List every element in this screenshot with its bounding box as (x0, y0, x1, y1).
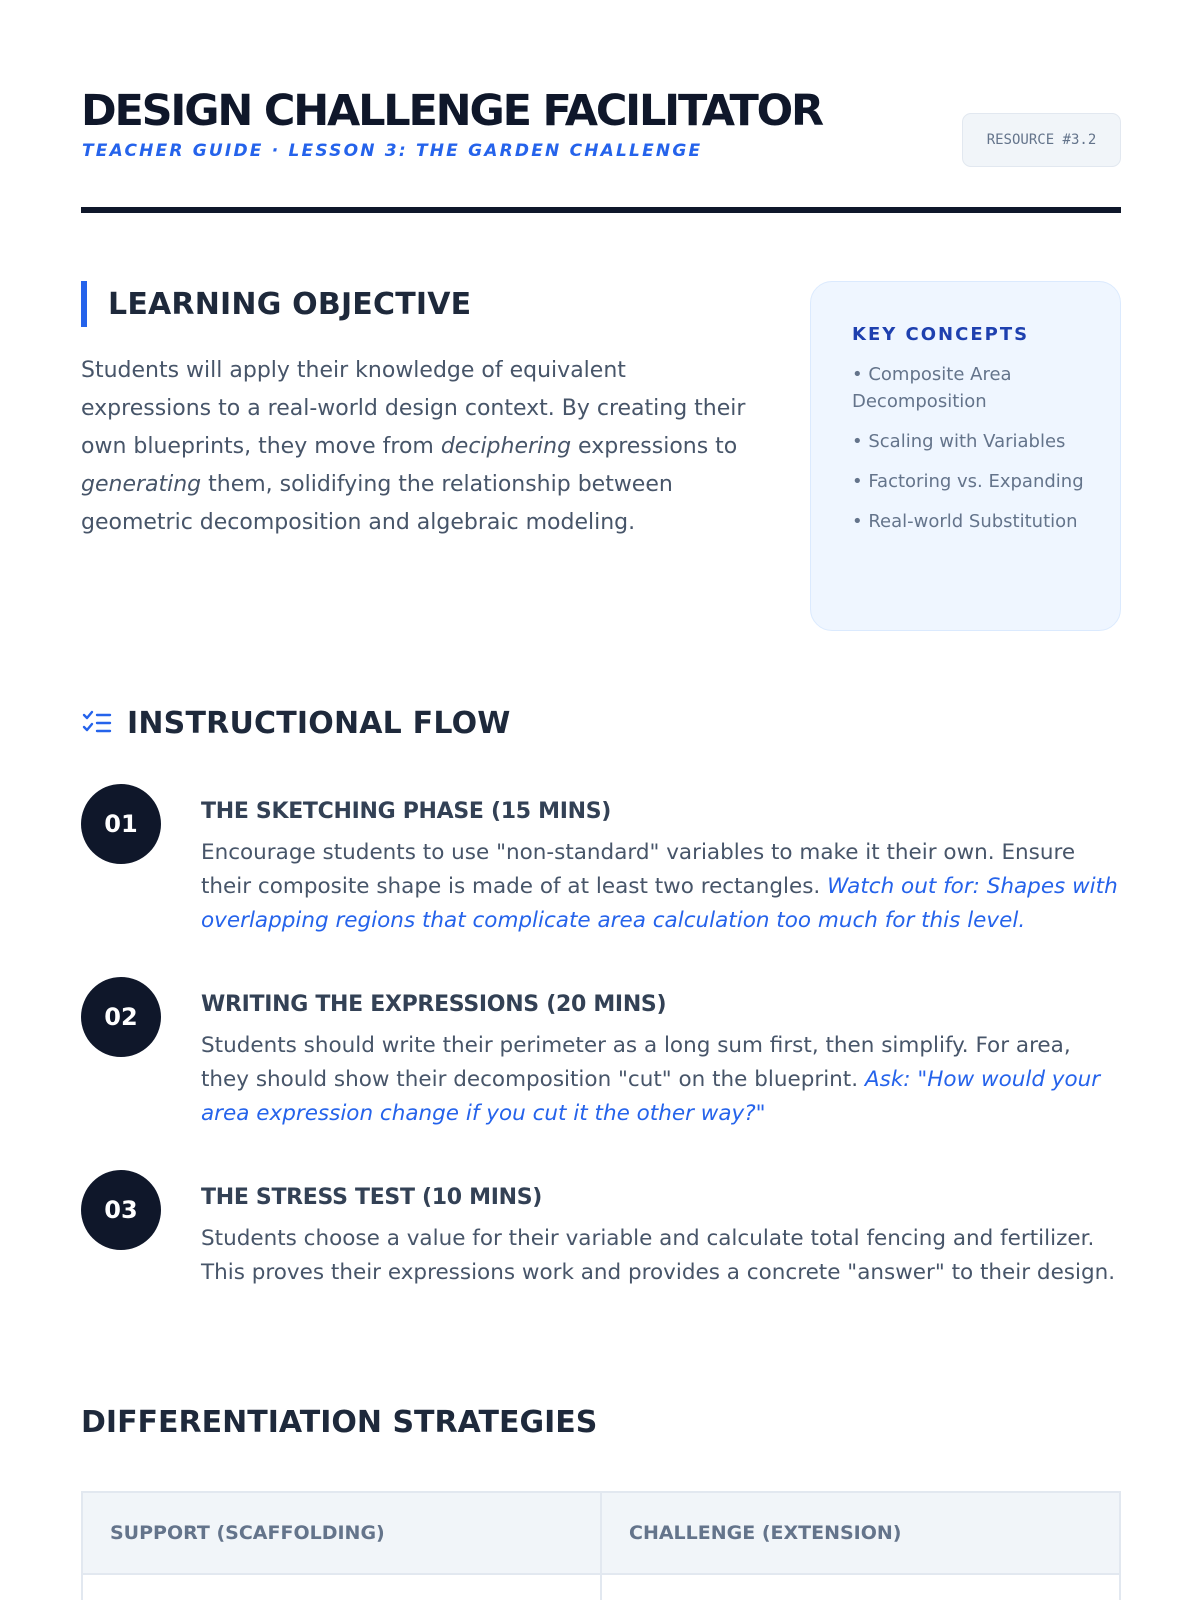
page-title: DESIGN CHALLENGE FACILITATOR (81, 86, 822, 136)
step-title: THE STRESS TEST (10 MINS) (201, 1185, 543, 1210)
differentiation-heading: DIFFERENTIATION STRATEGIES (81, 1405, 598, 1440)
key-concept-item: • Composite Area Decomposition (852, 364, 1012, 412)
differentiation-table (81, 1491, 1121, 1600)
page-header (81, 83, 1121, 173)
step-note: Watch out for: Shapes with overlapping regions that complicate area calculation too much for this level. (201, 874, 1118, 933)
table-header-row (82, 1492, 1120, 1574)
column-header-challenge: CHALLENGE (EXTENSION) (601, 1492, 1120, 1574)
page-subtitle: TEACHER GUIDE · LESSON 3: THE GARDEN CHALLENGE (82, 141, 703, 161)
step-number: 01 (81, 784, 161, 864)
accent-bar (81, 281, 87, 327)
section-title: INSTRUCTIONAL FLOW (127, 705, 511, 741)
step-body (201, 1029, 1121, 1131)
table-cell (601, 1574, 1120, 1600)
learning-objective-text (81, 352, 761, 542)
objective-text-part: Students will apply their knowledge of equivalent expressions to a real-world design context. By creating their own blueprints, they move from (81, 358, 746, 459)
step-number: 03 (81, 1170, 161, 1250)
key-concepts-list (852, 361, 1090, 535)
objective-emphasis: generating (81, 472, 202, 497)
column-header-support: SUPPORT (SCAFFOLDING) (82, 1492, 601, 1574)
step-title: THE SKETCHING PHASE (15 MINS) (201, 799, 612, 824)
learning-objective-heading (81, 281, 471, 327)
key-concepts-card (810, 281, 1121, 631)
step-body-text: Students should write their perimeter as a long sum first, then simplify. For area, they should show their decomposition "cut" on the blueprint. (201, 1033, 1071, 1092)
resource-badge: RESOURCE #3.2 (962, 113, 1121, 167)
step-body (201, 1222, 1121, 1290)
objective-text-part: expressions to (571, 434, 738, 459)
table-cell (82, 1574, 601, 1600)
objective-text-part: them, solidifying the relationship between geometric decomposition and algebraic modeling. (81, 472, 673, 535)
step-title: WRITING THE EXPRESSIONS (20 MINS) (201, 992, 667, 1017)
table-row (82, 1574, 1120, 1600)
header-divider (81, 207, 1121, 213)
step-number: 02 (81, 977, 161, 1057)
step-body-text: Encourage students to use "non-standard" variables to make it their own. Ensure their composite shape is made of at least two rectangles. (201, 840, 1076, 899)
step-body-text: Students choose a value for their variable and calculate total fencing and fertilizer. This proves their expressions work and provides a concrete "answer" to their design. (201, 1226, 1116, 1285)
key-concept-item: • Real-world Substitution (852, 511, 1078, 532)
step-body (201, 836, 1121, 938)
section-title: LEARNING OBJECTIVE (108, 286, 472, 322)
key-concept-item: • Factoring vs. Expanding (852, 471, 1084, 492)
step-note: Ask: "How would your area expression change if you cut it the other way?" (201, 1067, 1101, 1126)
checklist-icon (81, 707, 113, 739)
objective-emphasis: deciphering (440, 434, 572, 459)
key-concept-item: • Scaling with Variables (852, 431, 1066, 452)
instructional-flow-heading (81, 700, 511, 746)
key-concepts-title: KEY CONCEPTS (852, 324, 1030, 345)
